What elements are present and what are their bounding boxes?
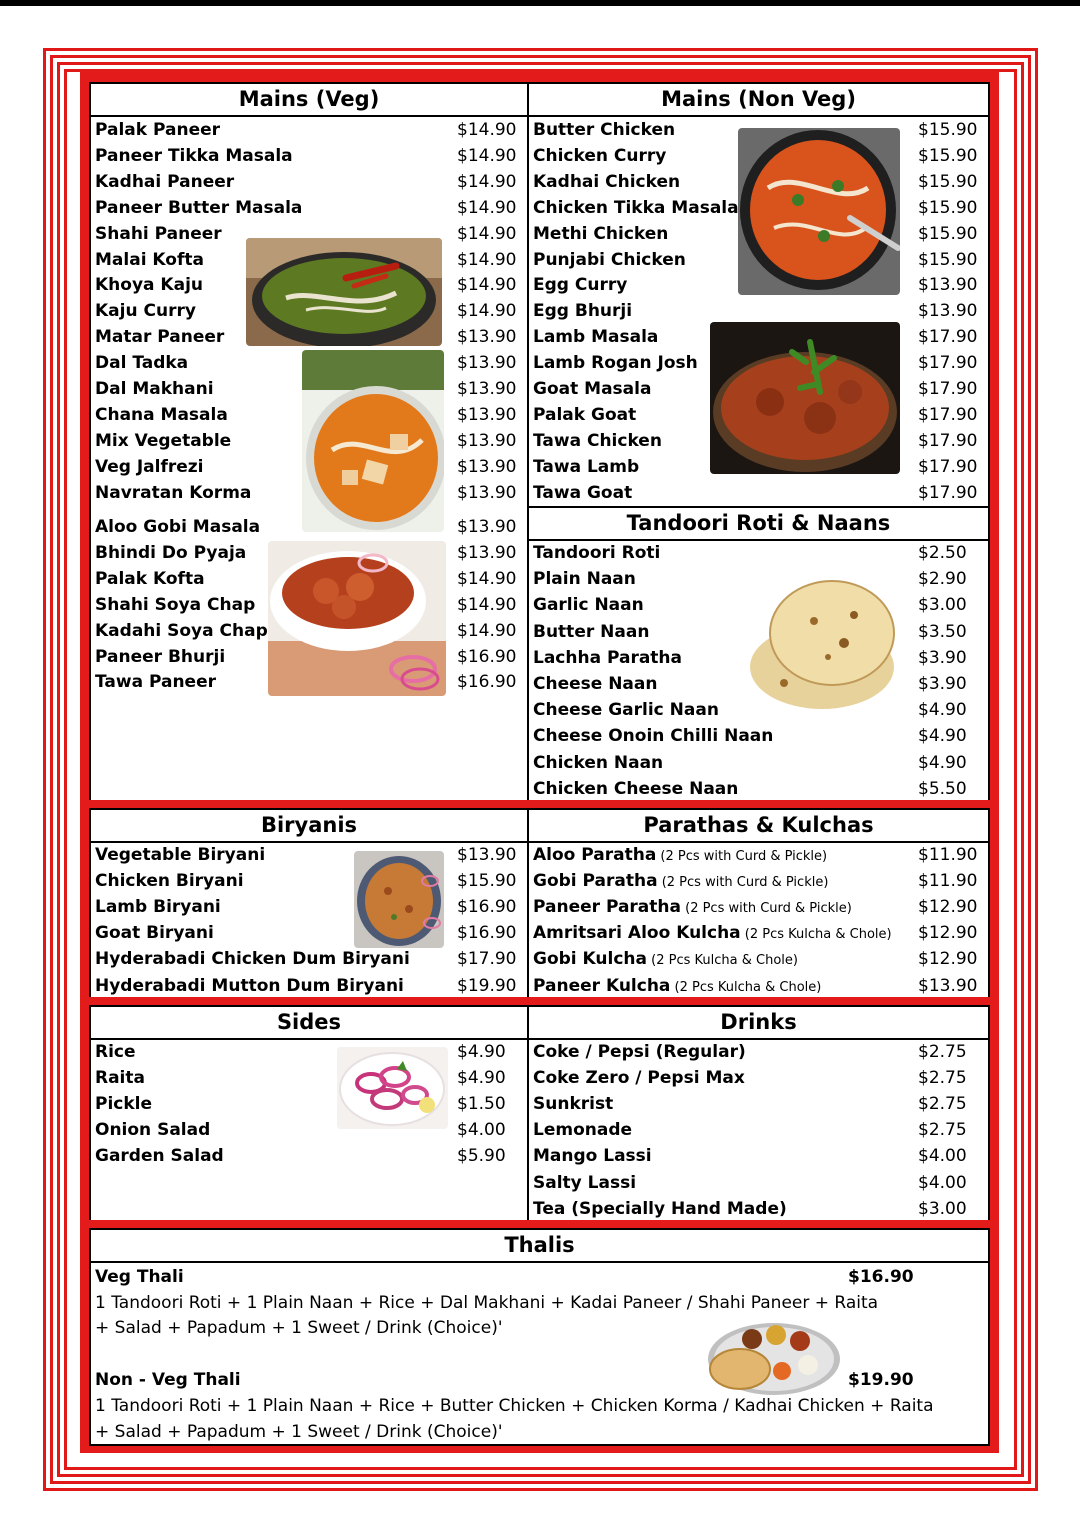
menu-item-name: Coke Zero / Pepsi Max <box>533 1068 745 1088</box>
menu-item-name: Hyderabadi Mutton Dum Biryani <box>95 976 404 996</box>
menu-item-row <box>95 894 537 920</box>
menu-item-name: Tawa Chicken <box>533 431 662 451</box>
menu-item-name: Gobi Kulcha (2 Pcs Kulcha & Chole) <box>533 949 798 969</box>
menu-item-price: $14.90 <box>457 146 517 166</box>
menu-item-name: Mango Lassi <box>533 1146 652 1166</box>
menu-item-row <box>533 221 998 247</box>
menu-item-price: $13.90 <box>457 431 517 451</box>
menu-item-name: Tea (Specially Hand Made) <box>533 1199 787 1219</box>
menu-item-name: Lamb Masala <box>533 327 659 347</box>
menu-item-name: Raita <box>95 1068 145 1088</box>
menu-item-name: Dal Makhani <box>95 379 214 399</box>
menu-item-name: Cheese Naan <box>533 674 658 694</box>
section-title-mains-nonveg: Mains (Non Veg) <box>661 87 856 111</box>
menu-item-name: Chana Masala <box>95 405 228 425</box>
menu-item-name: Garlic Naan <box>533 595 644 615</box>
menu-item-price: $19.90 <box>457 976 517 996</box>
section-title-mains-veg: Mains (Veg) <box>238 87 380 111</box>
thali-veg-name: Veg Thali <box>95 1267 184 1287</box>
menu-item-name: Paneer Tikka Masala <box>95 146 293 166</box>
menu-item-row <box>95 946 537 972</box>
section-title-sides: Sides <box>276 1010 342 1034</box>
menu-item-row <box>533 169 998 195</box>
menu-item-row <box>533 776 998 802</box>
menu-item-name: Kadhai Chicken <box>533 172 681 192</box>
menu-item-price: $13.90 <box>457 457 517 477</box>
menu-item-price: $13.90 <box>457 543 517 563</box>
menu-item-row <box>95 540 537 566</box>
menu-item-row <box>533 894 998 920</box>
menu-item-row <box>533 272 998 298</box>
menu-item-row <box>95 402 537 428</box>
menu-item-name: Palak Goat <box>533 405 637 425</box>
menu-item-row <box>533 1117 998 1143</box>
menu-item-row <box>533 454 998 480</box>
menu-item-price: $2.50 <box>918 543 967 563</box>
top-edge-bar <box>0 0 1080 6</box>
menu-item-name: Lamb Biryani <box>95 897 221 917</box>
menu-item-price: $17.90 <box>918 353 978 373</box>
menu-item-name: Mix Vegetable <box>95 431 232 451</box>
menu-item-row <box>95 920 537 946</box>
menu-item-row <box>95 618 537 644</box>
menu-item-name: Egg Curry <box>533 275 628 295</box>
menu-item-name: Onion Salad <box>95 1120 211 1140</box>
menu-item-row <box>533 723 998 749</box>
menu-item-row <box>533 566 998 592</box>
menu-item-price: $2.75 <box>918 1120 967 1140</box>
thali-nonveg-price: $19.90 <box>848 1370 914 1390</box>
menu-item-name: Kaju Curry <box>95 301 196 321</box>
menu-item-name: Tawa Lamb <box>533 457 640 477</box>
menu-item-name: Paneer Bhurji <box>95 647 226 667</box>
menu-item-price: $11.90 <box>918 845 978 865</box>
section-title-biryanis: Biryanis <box>260 813 358 837</box>
menu-item-name: Chicken Curry <box>533 146 667 166</box>
menu-item-price: $4.90 <box>457 1042 506 1062</box>
menu-item-price: $14.90 <box>457 569 517 589</box>
menu-item-row <box>533 428 998 454</box>
menu-item-row <box>95 514 537 540</box>
menu-item-price: $14.90 <box>457 120 517 140</box>
menu-item-name: Kadhai Paneer <box>95 172 235 192</box>
menu-item-price: $2.75 <box>918 1094 967 1114</box>
menu-item-row <box>95 1091 537 1117</box>
menu-item-price: $4.90 <box>918 726 967 746</box>
menu-item-row <box>533 1039 998 1065</box>
menu-item-price: $3.90 <box>918 674 967 694</box>
menu-item-price: $14.90 <box>457 250 517 270</box>
thali-nonveg-description-line1: 1 Tandoori Roti + 1 Plain Naan + Rice + Butter Chicken + Chicken Korma / Kadhai Chicken + Raita <box>95 1396 934 1416</box>
menu-item-price: $15.90 <box>918 198 978 218</box>
menu-item-price: $13.90 <box>457 353 517 373</box>
menu-item-price: $13.90 <box>918 976 978 996</box>
menu-item-name: Tawa Paneer <box>95 672 216 692</box>
menu-item-name: Methi Chicken <box>533 224 669 244</box>
menu-item-name: Dal Tadka <box>95 353 189 373</box>
menu-item-row <box>533 868 998 894</box>
menu-item-price: $12.90 <box>918 897 978 917</box>
menu-item-name: Cheese Garlic Naan <box>533 700 719 720</box>
menu-item-row <box>533 117 998 143</box>
menu-item-name: Sunkrist <box>533 1094 614 1114</box>
menu-item-price: $15.90 <box>918 250 978 270</box>
menu-item-price: $12.90 <box>918 923 978 943</box>
menu-item-name: Chicken Tikka Masala <box>533 198 739 218</box>
thali-photo <box>704 1311 842 1397</box>
menu-item-name: Vegetable Biryani <box>95 845 266 865</box>
menu-item-name: Palak Kofta <box>95 569 205 589</box>
menu-item-name: Pickle <box>95 1094 153 1114</box>
menu-item-name: Navratan Korma <box>95 483 252 503</box>
menu-item-price: $16.90 <box>457 672 517 692</box>
menu-item-row <box>533 402 998 428</box>
menu-item-row <box>533 671 998 697</box>
menu-item-price: $5.50 <box>918 779 967 799</box>
header-rule <box>527 506 990 508</box>
menu-item-price: $1.50 <box>457 1094 506 1114</box>
menu-item-row <box>533 842 998 868</box>
menu-item-row <box>533 973 998 999</box>
menu-item-name: Hyderabadi Chicken Dum Biryani <box>95 949 410 969</box>
menu-item-name: Shahi Soya Chap <box>95 595 256 615</box>
menu-item-price: $3.00 <box>918 1199 967 1219</box>
menu-item-name: Goat Masala <box>533 379 652 399</box>
menu-item-name: Garden Salad <box>95 1146 224 1166</box>
menu-item-row <box>95 376 537 402</box>
menu-item-name: Shahi Paneer <box>95 224 222 244</box>
menu-item-name: Veg Jalfrezi <box>95 457 204 477</box>
menu-item-row <box>95 1117 537 1143</box>
menu-item-row <box>95 454 537 480</box>
menu-item-price: $14.90 <box>457 595 517 615</box>
menu-item-price: $3.50 <box>918 622 967 642</box>
section-title-thalis: Thalis <box>504 1233 575 1257</box>
menu-item-row <box>95 195 537 221</box>
menu-item-row <box>533 592 998 618</box>
menu-item-price: $15.90 <box>918 224 978 244</box>
menu-item-price: $17.90 <box>918 457 978 477</box>
menu-item-name: Paneer Kulcha (2 Pcs Kulcha & Chole) <box>533 976 822 996</box>
menu-item-row <box>95 592 537 618</box>
menu-item-name: Aloo Gobi Masala <box>95 517 261 537</box>
menu-item-name: Matar Paneer <box>95 327 225 347</box>
menu-item-price: $4.90 <box>918 753 967 773</box>
menu-item-name: Aloo Paratha (2 Pcs with Curd & Pickle) <box>533 845 828 865</box>
menu-item-note: (2 Pcs with Curd & Pickle) <box>680 901 852 916</box>
menu-item-price: $15.90 <box>457 871 517 891</box>
menu-item-row <box>533 750 998 776</box>
menu-item-row <box>533 946 998 972</box>
menu-item-price: $13.90 <box>457 327 517 347</box>
menu-item-note: (2 Pcs Kulcha & Chole) <box>647 953 798 968</box>
menu-item-name: Paneer Butter Masala <box>95 198 303 218</box>
menu-item-row <box>533 920 998 946</box>
section-title-parathas: Parathas & Kulchas <box>643 813 874 837</box>
menu-item-price: $4.00 <box>457 1120 506 1140</box>
menu-item-row <box>533 195 998 221</box>
menu-item-name: Paneer Paratha (2 Pcs with Curd & Pickle) <box>533 897 852 917</box>
menu-item-name: Chicken Naan <box>533 753 664 773</box>
menu-item-name: Tandoori Roti <box>533 543 661 563</box>
menu-item-row <box>533 1170 998 1196</box>
menu-item-price: $16.90 <box>457 923 517 943</box>
menu-item-name: Lachha Paratha <box>533 648 683 668</box>
menu-item-name: Butter Naan <box>533 622 650 642</box>
menu-item-name: Coke / Pepsi (Regular) <box>533 1042 746 1062</box>
menu-item-price: $2.75 <box>918 1068 967 1088</box>
menu-item-name: Butter Chicken <box>533 120 676 140</box>
menu-item-note: (2 Pcs Kulcha & Chole) <box>670 980 822 995</box>
menu-item-price: $2.75 <box>918 1042 967 1062</box>
menu-item-price: $13.90 <box>457 845 517 865</box>
menu-item-price: $5.90 <box>457 1146 506 1166</box>
menu-item-name: Plain Naan <box>533 569 636 589</box>
menu-item-row <box>95 247 537 273</box>
menu-item-row <box>95 221 537 247</box>
menu-item-row <box>95 428 537 454</box>
menu-item-row <box>95 298 537 324</box>
menu-item-price: $12.90 <box>918 949 978 969</box>
menu-item-row <box>533 143 998 169</box>
menu-item-price: $17.90 <box>918 327 978 347</box>
menu-item-price: $11.90 <box>918 871 978 891</box>
menu-item-row <box>533 1065 998 1091</box>
menu-item-price: $13.90 <box>918 301 978 321</box>
header-rule <box>89 808 990 810</box>
menu-item-price: $15.90 <box>918 146 978 166</box>
menu-item-row <box>95 644 537 670</box>
menu-item-name: Gobi Paratha (2 Pcs with Curd & Pickle) <box>533 871 829 891</box>
menu-item-name: Egg Bhurji <box>533 301 633 321</box>
menu-item-row <box>95 973 537 999</box>
menu-item-row <box>95 1143 537 1169</box>
menu-item-row <box>533 376 998 402</box>
menu-item-price: $4.90 <box>918 700 967 720</box>
menu-item-row <box>95 868 537 894</box>
menu-item-row <box>95 350 537 376</box>
menu-item-row <box>533 1196 998 1222</box>
menu-item-price: $4.00 <box>918 1146 967 1166</box>
menu-item-row <box>95 480 537 506</box>
menu-item-row <box>95 272 537 298</box>
menu-item-row <box>533 540 998 566</box>
section-title-tandoori: Tandoori Roti & Naans <box>626 511 891 535</box>
menu-item-price: $13.90 <box>457 405 517 425</box>
menu-item-price: $14.90 <box>457 275 517 295</box>
menu-item-row <box>533 1143 998 1169</box>
menu-item-price: $13.90 <box>457 379 517 399</box>
menu-item-name: Cheese Onoin Chilli Naan <box>533 726 774 746</box>
menu-item-row <box>95 566 537 592</box>
menu-item-row <box>95 324 537 350</box>
menu-item-row <box>533 480 998 506</box>
menu-item-row <box>533 1091 998 1117</box>
menu-item-note: (2 Pcs with Curd & Pickle) <box>656 849 828 864</box>
menu-item-name: Bhindi Do Pyaja <box>95 543 247 563</box>
menu-item-name: Tawa Goat <box>533 483 633 503</box>
header-rule <box>89 1005 990 1007</box>
menu-item-note: (2 Pcs Kulcha & Chole) <box>740 927 892 942</box>
header-rule <box>89 1228 990 1230</box>
thali-nonveg-name: Non - Veg Thali <box>95 1370 241 1390</box>
menu-item-price: $3.90 <box>918 648 967 668</box>
menu-item-price: $16.90 <box>457 647 517 667</box>
menu-item-name: Punjabi Chicken <box>533 250 686 270</box>
thali-nonveg-description-line2: + Salad + Papadum + 1 Sweet / Drink (Choice)' <box>95 1422 503 1442</box>
menu-item-price: $17.90 <box>918 379 978 399</box>
thali-veg-description-line2: + Salad + Papadum + 1 Sweet / Drink (Choice)' <box>95 1318 503 1338</box>
section-title-drinks: Drinks <box>720 1010 797 1034</box>
menu-item-row <box>533 645 998 671</box>
menu-item-price: $13.90 <box>918 275 978 295</box>
menu-item-row <box>95 1039 537 1065</box>
menu-item-row <box>533 619 998 645</box>
menu-item-row <box>533 350 998 376</box>
menu-item-price: $4.00 <box>918 1173 967 1193</box>
menu-item-price: $14.90 <box>457 621 517 641</box>
menu-item-note: (2 Pcs with Curd & Pickle) <box>657 875 829 890</box>
menu-item-price: $4.90 <box>457 1068 506 1088</box>
menu-item-name: Chicken Cheese Naan <box>533 779 739 799</box>
menu-item-row <box>95 842 537 868</box>
menu-item-price: $16.90 <box>457 897 517 917</box>
menu-item-price: $17.90 <box>918 483 978 503</box>
menu-item-price: $17.90 <box>457 949 517 969</box>
menu-item-row <box>95 169 537 195</box>
menu-item-price: $17.90 <box>918 431 978 451</box>
menu-item-price: $14.90 <box>457 301 517 321</box>
menu-item-row <box>533 324 998 350</box>
menu-item-price: $15.90 <box>918 172 978 192</box>
menu-item-name: Lamb Rogan Josh <box>533 353 698 373</box>
menu-item-row <box>533 298 998 324</box>
menu-item-name: Khoya Kaju <box>95 275 204 295</box>
menu-item-row <box>95 1065 537 1091</box>
menu-item-name: Goat Biryani <box>95 923 214 943</box>
menu-item-name: Palak Paneer <box>95 120 221 140</box>
menu-item-price: $14.90 <box>457 198 517 218</box>
menu-item-name: Kadahi Soya Chap <box>95 621 268 641</box>
thali-veg-price: $16.90 <box>848 1267 914 1287</box>
menu-item-price: $17.90 <box>918 405 978 425</box>
menu-item-row <box>533 697 998 723</box>
menu-item-row <box>95 143 537 169</box>
menu-item-name: Malai Kofta <box>95 250 204 270</box>
menu-item-name: Rice <box>95 1042 136 1062</box>
menu-item-price: $14.90 <box>457 224 517 244</box>
menu-item-name: Chicken Biryani <box>95 871 244 891</box>
menu-item-price: $13.90 <box>457 483 517 503</box>
menu-item-row <box>533 247 998 273</box>
menu-item-price: $13.90 <box>457 517 517 537</box>
thali-veg-description-line1: 1 Tandoori Roti + 1 Plain Naan + Rice + Dal Makhani + Kadai Paneer / Shahi Paneer + Raita <box>95 1293 879 1313</box>
menu-item-name: Lemonade <box>533 1120 633 1140</box>
menu-item-name: Salty Lassi <box>533 1173 637 1193</box>
header-rule <box>89 1261 990 1263</box>
menu-item-row <box>95 669 537 695</box>
menu-item-row <box>95 117 537 143</box>
menu-item-name: Amritsari Aloo Kulcha (2 Pcs Kulcha & Chole) <box>533 923 892 943</box>
menu-item-price: $15.90 <box>918 120 978 140</box>
menu-item-price: $3.00 <box>918 595 967 615</box>
menu-item-price: $2.90 <box>918 569 967 589</box>
menu-item-price: $14.90 <box>457 172 517 192</box>
